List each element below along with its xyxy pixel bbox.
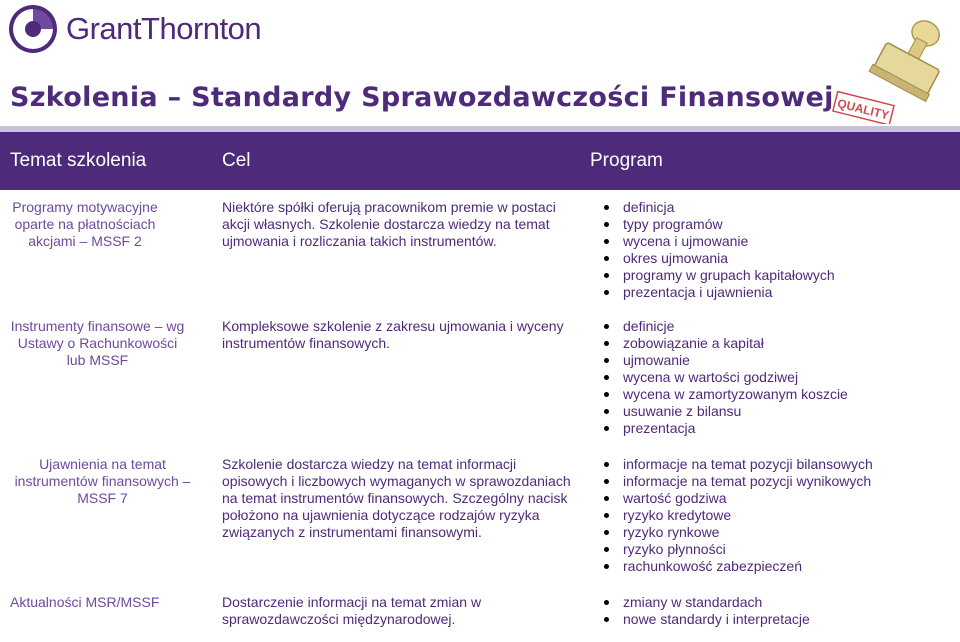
program-item: okres ujmowania xyxy=(604,250,960,267)
program-item: ryzyko kredytowe xyxy=(604,507,960,524)
row-goal: Szkolenie dostarcza wiedzy na temat informacji opisowych i liczbowych wymaganych w sprawozdaniach na temat instrumentów finansowych. Szczególny nacisk położono na ujawnienia dotyczące rodzajów ryzyka związanych z instrumentami finansowymi. xyxy=(222,456,571,540)
grant-thornton-logo xyxy=(8,3,261,55)
program-item: ryzyko płynności xyxy=(604,541,960,558)
program-item: informacje na temat pozycji bilansowych xyxy=(604,456,960,473)
row-program-list xyxy=(604,199,960,301)
program-item: nowe standardy i interpretacje xyxy=(604,611,960,628)
quality-stamp-icon xyxy=(826,6,958,124)
row-goal: Kompleksowe szkolenie z zakresu ujmowania i wyceny instrumentów finansowych. xyxy=(222,318,564,351)
row-topic: Programy motywacyjne oparte na płatnościach akcjami – MSSF 2 xyxy=(12,199,158,249)
program-item: definicja xyxy=(604,199,960,216)
program-item: zobowiązanie a kapitał xyxy=(604,335,960,352)
row-goal: Dostarczenie informacji na temat zmian w sprawozdawczości międzynarodowej. xyxy=(222,594,482,627)
program-item: zmiany w standardach xyxy=(604,594,960,611)
logo-swirl-icon xyxy=(8,4,58,54)
program-item: wycena w zamortyzowanym koszcie xyxy=(604,386,960,403)
program-item: ryzyko rynkowe xyxy=(604,524,960,541)
column-header-topic: Temat szkolenia xyxy=(10,150,147,171)
row-program-list xyxy=(604,318,960,437)
program-item: prezentacja xyxy=(604,420,960,437)
program-item: programy w grupach kapitałowych xyxy=(604,267,960,284)
page-title: Szkolenia – Standardy Sprawozdawczości Finansowej xyxy=(10,82,834,113)
program-item: usuwanie z bilansu xyxy=(604,403,960,420)
row-program-list xyxy=(604,456,960,575)
row-program-list xyxy=(604,594,960,628)
column-header-goal: Cel xyxy=(222,150,251,171)
stamp-text: QUALITY xyxy=(835,96,891,123)
row-topic: Aktualności MSR/MSSF xyxy=(10,594,160,610)
program-item: ujmowanie xyxy=(604,352,960,369)
row-topic: Instrumenty finansowe – wg Ustawy o Rachunkowości lub MSSF xyxy=(10,318,185,368)
table-header xyxy=(0,132,960,190)
row-goal: Niektóre spółki oferują pracownikom premie w postaci akcji własnych. Szkolenie dostarcza wiedzy na temat ujmowania i rozliczania takich instrumentów. xyxy=(222,199,556,249)
program-item: definicje xyxy=(604,318,960,335)
program-item: typy programów xyxy=(604,216,960,233)
program-item: wycena i ujmowanie xyxy=(604,233,960,250)
column-header-program: Program xyxy=(590,150,663,171)
logo-text: GrantThornton xyxy=(66,11,262,46)
program-item: informacje na temat pozycji wynikowych xyxy=(604,473,960,490)
row-topic: Ujawnienia na temat instrumentów finansowych – MSSF 7 xyxy=(14,456,191,506)
program-item: wartość godziwa xyxy=(604,490,960,507)
program-item: wycena w wartości godziwej xyxy=(604,369,960,386)
program-item: prezentacja i ujawnienia xyxy=(604,284,960,301)
program-item: rachunkowość zabezpieczeń xyxy=(604,558,960,575)
